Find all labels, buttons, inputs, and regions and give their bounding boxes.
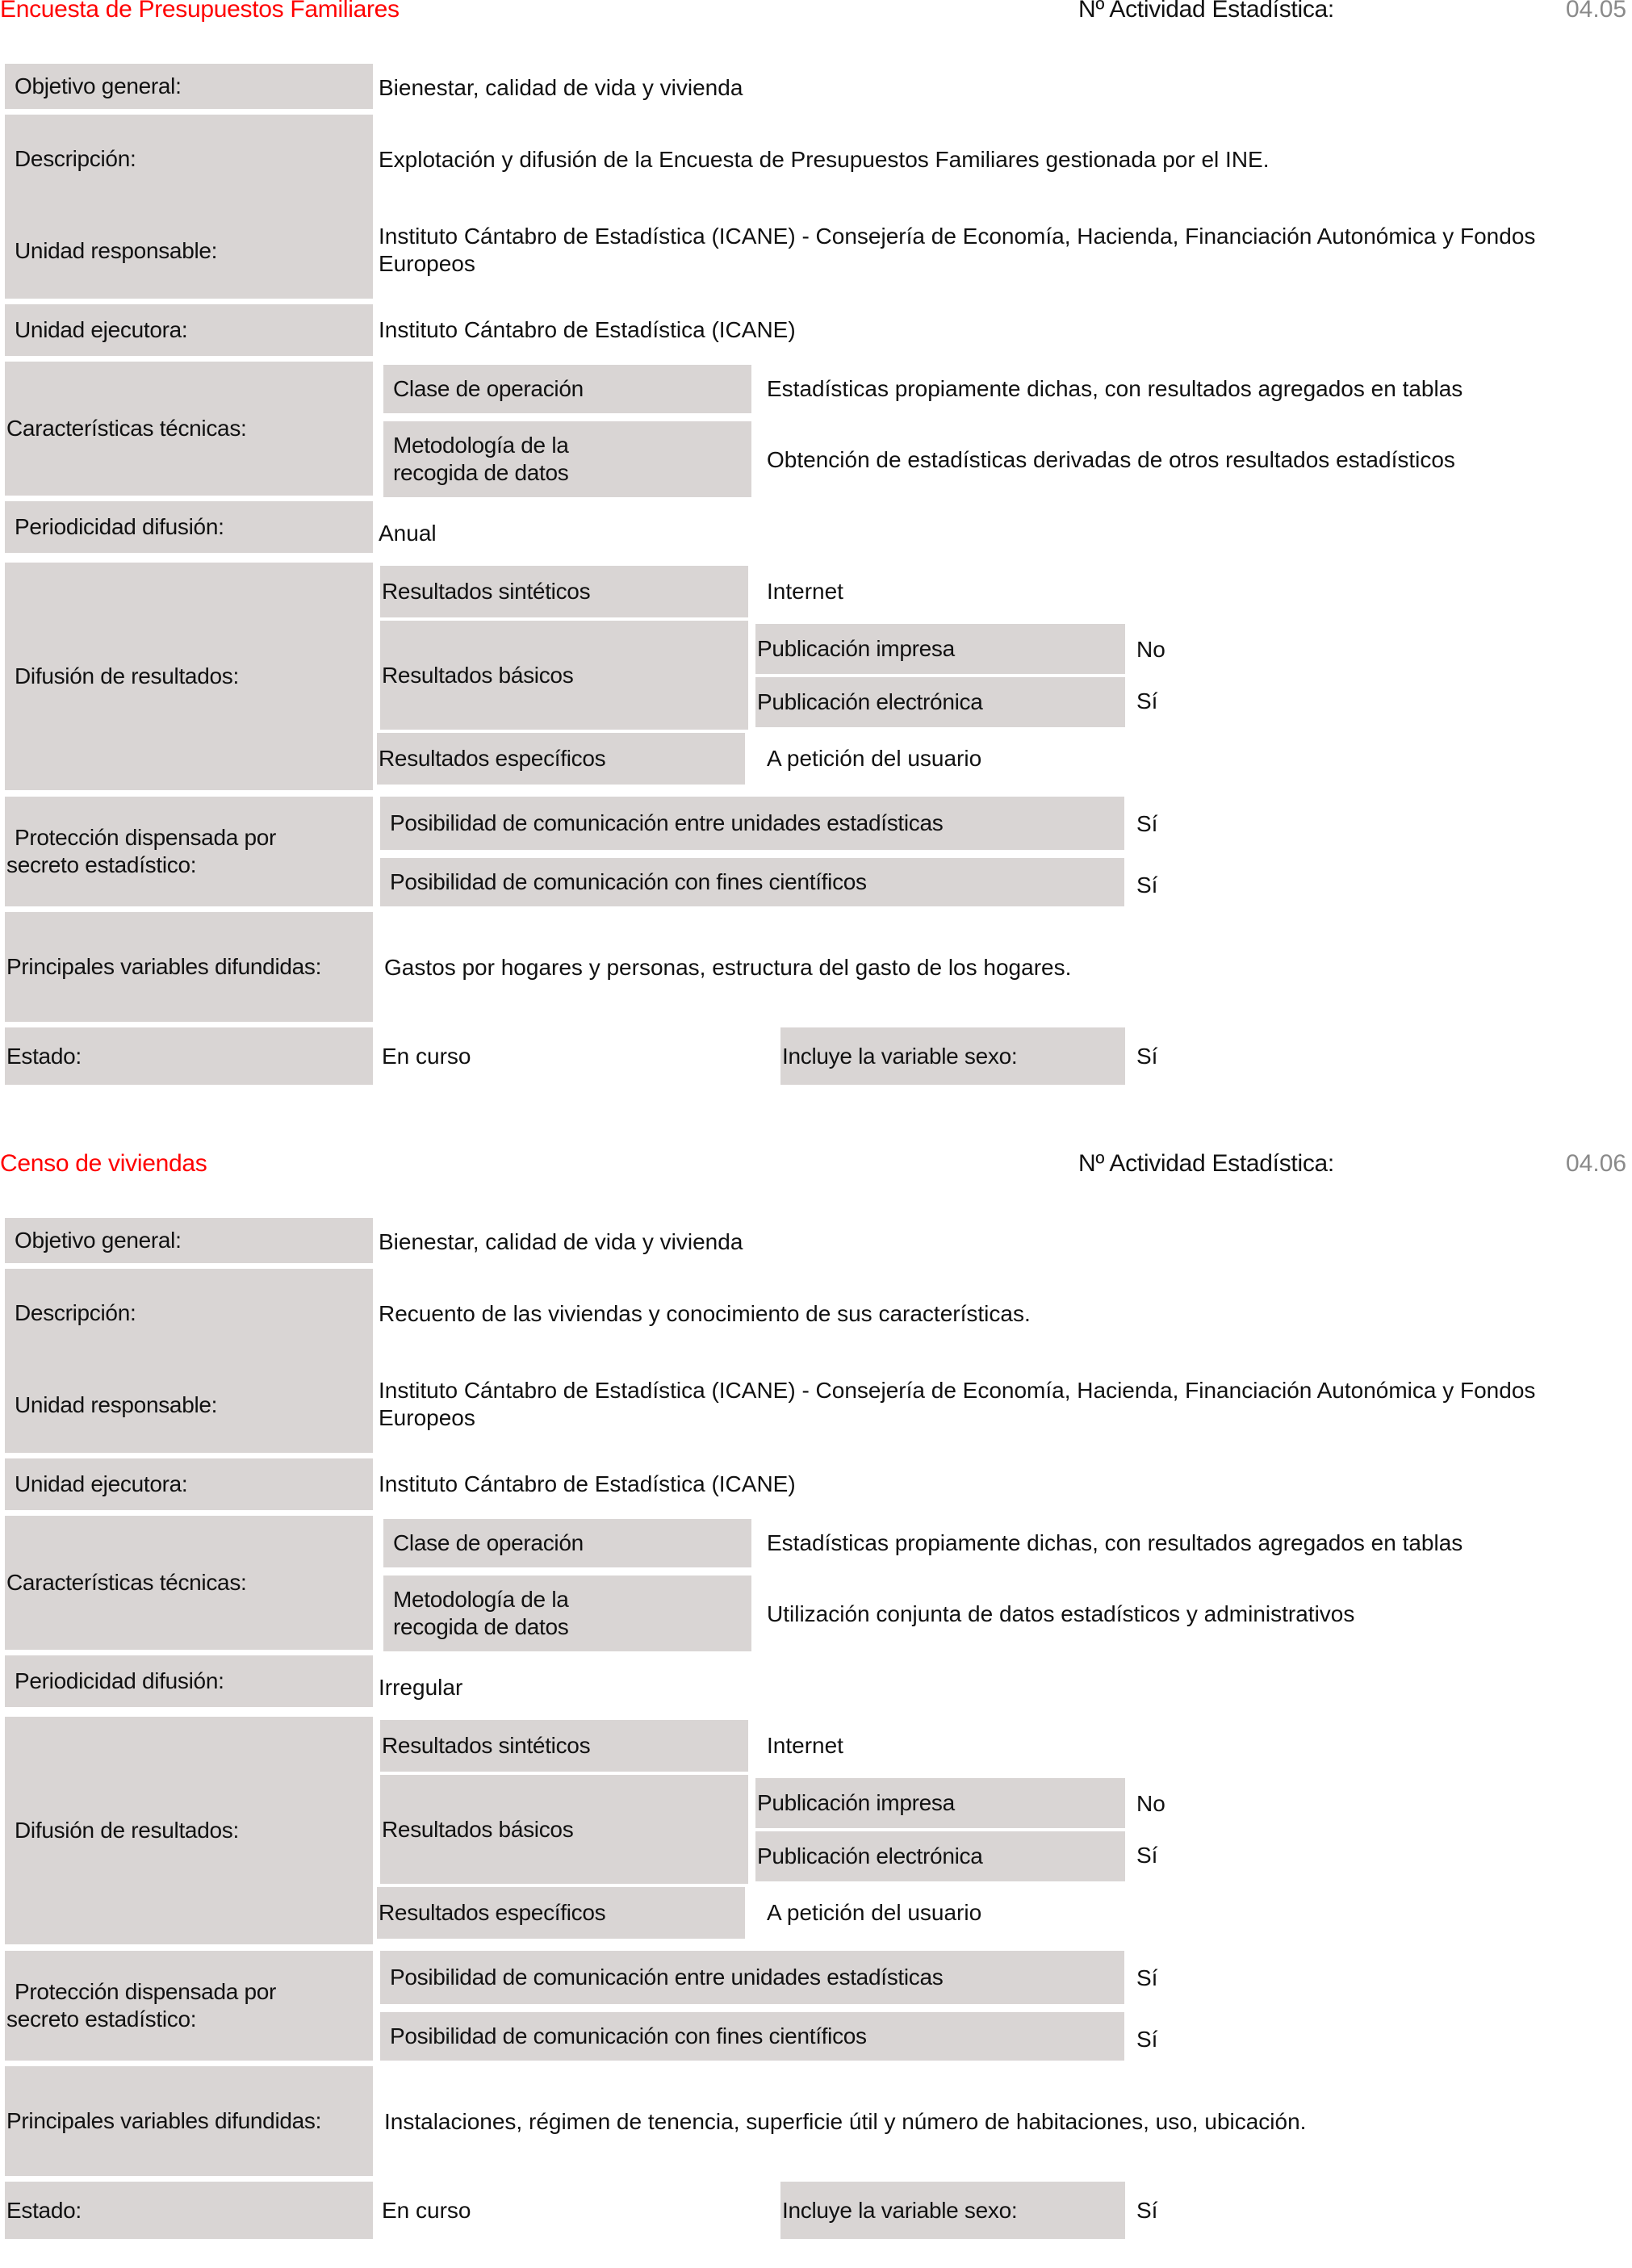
- impresa-label-text: Publicación impresa: [757, 1790, 955, 1815]
- estado-value: En curso: [382, 2198, 471, 2223]
- estado-label-text: Estado:: [6, 1043, 82, 1069]
- clase-operacion-value: Estadísticas propiamente dichas, con resultados agregados en tablas: [767, 1530, 1463, 1555]
- impresa-label-text: Publicación impresa: [757, 636, 955, 661]
- unidad-ejec-label-text: Unidad ejecutora:: [15, 1471, 188, 1496]
- activity-number-label: Nº Actividad Estadística:: [1078, 1150, 1334, 1177]
- especificos-label: [377, 733, 745, 785]
- caract-label-text: Características técnicas:: [6, 416, 247, 441]
- basicos-label-text: Resultados básicos: [382, 1816, 574, 1842]
- metodologia-value: Utilización conjunta de datos estadísticos y administrativos: [767, 1601, 1355, 1626]
- unidad-responsable-value: [379, 223, 1535, 278]
- metod-label-1-text: Metodología de la: [393, 433, 569, 458]
- objetivo-label: [5, 1218, 373, 1263]
- especificos-label-text: Resultados específicos: [379, 1900, 606, 1925]
- sexo-label: [780, 2182, 1125, 2239]
- proteccion-label-2-text: secreto estadístico:: [6, 2006, 197, 2032]
- clase-label-text: Clase de operación: [393, 376, 584, 401]
- activity-number-label: Nº Actividad Estadística:: [1078, 0, 1334, 23]
- descripcion-value: Explotación y difusión de la Encuesta de Presupuestos Familiares gestionada por el INE.: [379, 147, 1270, 172]
- sexo-label-text: Incluye la variable sexo:: [782, 2197, 1018, 2223]
- clase-operacion-label: [383, 365, 751, 413]
- objetivo-label-text: Objetivo general:: [15, 1228, 182, 1253]
- difusion-label-text: Difusión de resultados:: [15, 1818, 239, 1843]
- publicacion-electronica-value: Sí: [1136, 688, 1158, 713]
- comunicacion-unidades-label: [380, 797, 1124, 850]
- proteccion-label: [5, 797, 373, 906]
- basicos-label-text: Resultados básicos: [382, 662, 574, 688]
- publicacion-impresa-label: [755, 624, 1125, 674]
- clase-operacion-label: [383, 1519, 751, 1567]
- sinteticos-value: Internet: [767, 579, 843, 604]
- caracteristicas-label: [5, 362, 373, 496]
- estado-label-text: Estado:: [6, 2197, 82, 2223]
- unidad-resp-label-text: Unidad responsable:: [15, 238, 218, 263]
- proteccion-label-1-text: Protección dispensada por: [15, 825, 277, 850]
- basicos-label: [380, 1775, 748, 1884]
- objetivo-label-text: Objetivo general:: [15, 73, 182, 98]
- comunicacion-unidades-value: Sí: [1136, 1965, 1158, 1990]
- com-unidades-label-text: Posibilidad de comunicación entre unidades estadísticas: [390, 810, 944, 835]
- record-title: Encuesta de Presupuestos Familiares: [0, 0, 400, 23]
- sexo-label: [780, 1027, 1125, 1085]
- clase-operacion-value: Estadísticas propiamente dichas, con resultados agregados en tablas: [767, 376, 1463, 401]
- objetivo-value: Bienestar, calidad de vida y vivienda: [379, 1229, 743, 1254]
- unidad-responsable-label: [5, 1358, 373, 1453]
- sinteticos-label: [380, 1720, 748, 1772]
- difusion-label: [5, 1717, 373, 1944]
- variables-value: Instalaciones, régimen de tenencia, superficie útil y número de habitaciones, uso, ubicación.: [384, 2109, 1307, 2134]
- unidad-resp-1-text: Instituto Cántabro de Estadística (ICANE) - Consejería de Economía, Hacienda, Financiación Autonómica y Fondos: [379, 1378, 1536, 1403]
- caract-label-text: Características técnicas:: [6, 1570, 247, 1595]
- periodicidad-value: Irregular: [379, 1675, 463, 1700]
- difusion-label-text: Difusión de resultados:: [15, 663, 239, 688]
- descripcion-value: Recuento de las viviendas y conocimiento de sus características.: [379, 1301, 1031, 1326]
- variables-value: Gastos por hogares y personas, estructura del gasto de los hogares.: [384, 955, 1072, 980]
- comunicacion-unidades-value: Sí: [1136, 811, 1158, 836]
- periodicidad-label-text: Periodicidad difusión:: [15, 514, 224, 539]
- estado-label: [5, 1027, 373, 1085]
- sexo-value: Sí: [1136, 1044, 1158, 1069]
- especificos-label: [377, 1887, 745, 1939]
- difusion-label: [5, 563, 373, 790]
- sinteticos-label-text: Resultados sintéticos: [382, 1733, 591, 1758]
- estado-label: [5, 2182, 373, 2239]
- metodologia-label: [383, 1575, 751, 1651]
- descripcion-label-text: Descripción:: [15, 146, 136, 171]
- estado-value: En curso: [382, 1044, 471, 1069]
- record-censo-viviendas: [0, 1150, 1632, 2268]
- electronica-label-text: Publicación electrónica: [757, 1843, 983, 1868]
- variables-label-text: Principales variables difundidas:: [6, 954, 322, 979]
- publicacion-impresa-label: [755, 1778, 1125, 1828]
- variables-label: [5, 2066, 373, 2176]
- variables-label: [5, 912, 373, 1022]
- sinteticos-label-text: Resultados sintéticos: [382, 579, 591, 604]
- descripcion-label: [5, 115, 373, 203]
- objetivo-label: [5, 64, 373, 109]
- metodologia-value: Obtención de estadísticas derivadas de otros resultados estadísticos: [767, 447, 1455, 472]
- comunicacion-cientificos-value: Sí: [1136, 2027, 1158, 2052]
- metod-label-2-text: recogida de datos: [393, 460, 569, 485]
- periodicidad-label-text: Periodicidad difusión:: [15, 1668, 224, 1693]
- basicos-label: [380, 621, 748, 730]
- caracteristicas-label: [5, 1516, 373, 1650]
- comunicacion-cientificos-value: Sí: [1136, 872, 1158, 898]
- publicacion-impresa-value: No: [1136, 1791, 1165, 1816]
- especificos-value: A petición del usuario: [767, 1900, 982, 1925]
- unidad-ejecutora-label: [5, 1458, 373, 1510]
- electronica-label-text: Publicación electrónica: [757, 689, 983, 714]
- objetivo-value: Bienestar, calidad de vida y vivienda: [379, 75, 743, 100]
- activity-number: 04.06: [1566, 1150, 1627, 1177]
- unidad-ejecutora-value: Instituto Cántabro de Estadística (ICANE): [379, 1471, 796, 1496]
- metod-label-2-text: recogida de datos: [393, 1614, 569, 1639]
- especificos-label-text: Resultados específicos: [379, 746, 606, 771]
- descripcion-label-text: Descripción:: [15, 1300, 136, 1325]
- record-encuesta-presupuestos: [0, 0, 1632, 1114]
- unidad-ejecutora-label: [5, 304, 373, 356]
- publicacion-electronica-label: [755, 1831, 1125, 1881]
- sexo-value: Sí: [1136, 2198, 1158, 2223]
- publicacion-impresa-value: No: [1136, 637, 1165, 662]
- unidad-resp-2-text: Europeos: [379, 251, 475, 276]
- unidad-responsable-label: [5, 203, 373, 299]
- proteccion-label-1-text: Protección dispensada por: [15, 1979, 277, 2004]
- comunicacion-unidades-label: [380, 1951, 1124, 2004]
- metod-label-1-text: Metodología de la: [393, 1587, 569, 1612]
- clase-label-text: Clase de operación: [393, 1530, 584, 1555]
- periodicidad-label: [5, 1655, 373, 1707]
- variables-label-text: Principales variables difundidas:: [6, 2108, 322, 2133]
- sinteticos-label: [380, 566, 748, 617]
- especificos-value: A petición del usuario: [767, 746, 982, 771]
- com-unidades-label-text: Posibilidad de comunicación entre unidades estadísticas: [390, 1965, 944, 1990]
- unidad-ejecutora-value: Instituto Cántabro de Estadística (ICANE): [379, 317, 796, 342]
- periodicidad-label: [5, 501, 373, 553]
- activity-number: 04.05: [1566, 0, 1627, 23]
- com-cientificos-label-text: Posibilidad de comunicación con fines científicos: [390, 2023, 867, 2048]
- publicacion-electronica-value: Sí: [1136, 1843, 1158, 1868]
- proteccion-label-2-text: secreto estadístico:: [6, 852, 197, 877]
- publicacion-electronica-label: [755, 677, 1125, 727]
- unidad-resp-label-text: Unidad responsable:: [15, 1392, 218, 1417]
- unidad-responsable-value: [379, 1377, 1535, 1432]
- periodicidad-value: Anual: [379, 521, 437, 546]
- unidad-resp-1-text: Instituto Cántabro de Estadística (ICANE) - Consejería de Economía, Hacienda, Financiación Autonómica y Fondos: [379, 224, 1536, 249]
- unidad-resp-2-text: Europeos: [379, 1405, 475, 1430]
- comunicacion-cientificos-label: [380, 858, 1124, 906]
- unidad-ejec-label-text: Unidad ejecutora:: [15, 317, 188, 342]
- sinteticos-value: Internet: [767, 1733, 843, 1758]
- sexo-label-text: Incluye la variable sexo:: [782, 1043, 1018, 1069]
- comunicacion-cientificos-label: [380, 2012, 1124, 2061]
- record-title: Censo de viviendas: [0, 1150, 207, 1177]
- com-cientificos-label-text: Posibilidad de comunicación con fines científicos: [390, 869, 867, 894]
- proteccion-label: [5, 1951, 373, 2061]
- descripcion-label: [5, 1269, 373, 1358]
- metodologia-label: [383, 421, 751, 497]
